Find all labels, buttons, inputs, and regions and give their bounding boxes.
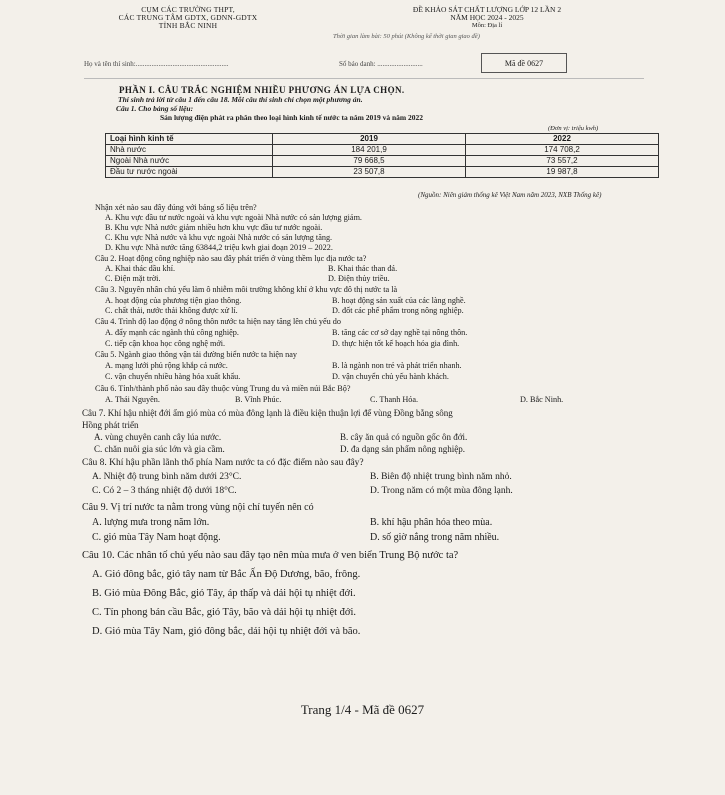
candidate-number-field: Số báo danh: ..........................: [339, 60, 423, 68]
q7-option-d: D. đa dạng sản phẩm nông nghiệp.: [340, 444, 465, 454]
student-name-field: Họ và tên thí sinh:.....................................................: [84, 60, 229, 68]
q5-stem: Câu 5. Ngành giao thông vận tải đường biển nước ta hiện nay: [95, 350, 297, 359]
q8-option-a: A. Nhiệt độ trung bình năm dưới 23°C.: [92, 472, 242, 482]
q9-option-d: D. số giờ nắng trong năm nhiều.: [370, 532, 500, 543]
q1-stem: Nhận xét nào sau đây đúng với bảng số liệu trên?: [95, 203, 257, 212]
q4-option-a: A. đẩy mạnh các ngành thủ công nghiệp.: [105, 328, 239, 337]
exam-code-box: Mã đề 0627: [481, 53, 567, 73]
q3-option-a: A. hoạt động của phương tiện giao thông.: [105, 296, 242, 305]
time-limit: Thời gian làm bài: 50 phút (Không kể thời gian giao đề): [333, 33, 480, 40]
header-left-line3: TỈNH BẮC NINH: [158, 21, 218, 30]
q10-option-a: A. Gió đông bắc, gió tây nam từ Bắc Ấn Độ Dương, bão, frông.: [92, 569, 361, 580]
header-left-line2: CÁC TRUNG TÂM GDTX, GDNN-GDTX: [118, 13, 258, 22]
q2-option-d: D. Điện thủy triều.: [328, 274, 390, 283]
divider: [84, 78, 644, 79]
q6-option-d: D. Bắc Ninh.: [520, 395, 564, 404]
q1-intro: Câu 1. Cho bảng số liệu:: [116, 104, 194, 113]
q2-option-b: B. Khai thác than đá.: [328, 264, 398, 273]
q1-option-c: C. Khu vực Nhà nước và khu vực ngoài Nhà nước có sản lượng tăng.: [105, 233, 333, 242]
q4-option-d: D. thực hiện tốt kế hoạch hóa gia đình.: [332, 339, 460, 348]
table-cell: Ngoài Nhà nước: [106, 156, 273, 167]
q2-option-a: A. Khai thác dầu khí.: [105, 264, 176, 273]
table-title: Sản lượng điện phát ra phân theo loại hình kinh tế nước ta năm 2019 và năm 2022: [160, 113, 423, 122]
part1-title: PHẦN I. CÂU TRẮC NGHIỆM NHIỀU PHƯƠNG ÁN LỰA CHỌN.: [119, 85, 405, 95]
q10-option-b: B. Gió mùa Đông Bắc, gió Tây, áp thấp và dải hội tụ nhiệt đới.: [92, 588, 356, 599]
q6-stem: Câu 6. Tỉnh/thành phố nào sau đây thuộc vùng Trung du và miền núi Bắc Bộ?: [95, 384, 351, 393]
q1-option-d: D. Khu vực Nhà nước tăng 63844,2 triệu kwh giai đoạn 2019 – 2022.: [105, 243, 333, 252]
q1-option-a: A. Khu vực đầu tư nước ngoài và khu vực ngoài Nhà nước có sản lượng giảm.: [105, 213, 362, 222]
table-header-cell: Loại hình kinh tế: [106, 134, 273, 145]
q6-option-b: B. Vĩnh Phúc.: [235, 395, 282, 404]
q6-option-a: A. Thái Nguyên.: [105, 395, 160, 404]
table-cell: 184 201,9: [273, 145, 466, 156]
q4-stem: Câu 4. Trình độ lao động ở nông thôn nước ta hiện nay tăng lên chủ yếu do: [95, 317, 341, 326]
table-header-cell: 2019: [273, 134, 466, 145]
part1-instruction: Thí sinh trả lời từ câu 1 đến câu 18. Mỗi câu thí sinh chỉ chọn một phương án.: [118, 95, 363, 104]
table-cell: 174 708,2: [466, 145, 659, 156]
table-cell: 19 987,8: [466, 167, 659, 178]
q1-option-b: B. Khu vực Nhà nước giảm nhiều hơn khu vực đầu tư nước ngoài.: [105, 223, 323, 232]
q10-stem: Câu 10. Các nhân tố chủ yếu nào sau đây tạo nên mùa mưa ở ven biển Trung Bộ nước ta?: [82, 550, 459, 561]
table-row: [106, 167, 659, 178]
header-left-line1: CỤM CÁC TRƯỜNG THPT,: [141, 5, 235, 14]
q7-option-a: A. vùng chuyên canh cây lúa nước.: [94, 432, 222, 442]
q5-option-a: A. mạng lưới phủ rộng khắp cả nước.: [105, 361, 228, 370]
table-cell: 79 668,5: [273, 156, 466, 167]
q8-stem: Câu 8. Khí hậu phần lãnh thổ phía Nam nước ta có đặc điểm nào sau đây?: [82, 458, 364, 468]
q8-option-d: D. Trong năm có một mùa đông lạnh.: [370, 486, 513, 496]
q5-option-d: D. vận chuyển chủ yếu hành khách.: [332, 372, 449, 381]
q9-option-a: A. lượng mưa trong năm lớn.: [92, 517, 210, 528]
table-header-cell: 2022: [466, 134, 659, 145]
table-unit: (Đơn vị: triệu kwh): [548, 125, 599, 132]
q4-option-b: B. tăng các cơ sở dạy nghề tại nông thôn.: [332, 328, 468, 337]
subject: Môn: Địa lí: [471, 22, 503, 29]
table-source: (Nguồn: Niên giám thống kê Việt Nam năm 2023, NXB Thống kê): [418, 191, 602, 199]
q9-stem: Câu 9. Vị trí nước ta nằm trong vùng nội chí tuyến nên có: [82, 502, 314, 513]
q7-option-b: B. cây ăn quả có nguồn gốc ôn đới.: [340, 432, 468, 442]
q10-option-c: C. Tín phong bán cầu Bắc, gió Tây, bão và dải hội tụ nhiệt đới.: [92, 607, 357, 618]
school-year: NĂM HỌC 2024 - 2025: [450, 13, 524, 22]
q5-option-b: B. là ngành non trẻ và phát triển nhanh.: [332, 361, 462, 370]
table-cell: Nhà nước: [106, 145, 273, 156]
q7-option-c: C. chăn nuôi gia súc lớn và gia cầm.: [94, 444, 225, 454]
q2-option-c: C. Điện mặt trời.: [105, 274, 161, 283]
school-header: [88, 6, 288, 30]
q8-option-b: B. Biên độ nhiệt trung bình năm nhỏ.: [370, 472, 512, 482]
q10-option-d: D. Gió mùa Tây Nam, gió đông bắc, dải hội tụ nhiệt đới và bão.: [92, 626, 361, 637]
table-header-row: [106, 134, 659, 145]
q3-option-b: B. hoạt động sản xuất của các làng nghề.: [332, 296, 466, 305]
table-row: [106, 156, 659, 167]
table-cell: Đầu tư nước ngoài: [106, 167, 273, 178]
q9-option-b: B. khí hậu phân hóa theo mùa.: [370, 517, 493, 528]
table-row: [106, 145, 659, 156]
page-footer: Trang 1/4 - Mã đề 0627: [300, 702, 425, 717]
q5-option-c: C. vận chuyển nhiều hàng hóa xuất khẩu.: [105, 372, 241, 381]
q2-stem: Câu 2. Hoạt động công nghiệp nào sau đây phát triển ở vùng thềm lục địa nước ta?: [95, 254, 367, 263]
q9-option-c: C. gió mùa Tây Nam hoạt động.: [92, 532, 221, 543]
q4-option-c: C. tiếp cận khoa học công nghệ mới.: [105, 339, 226, 348]
table-cell: 73 557,2: [466, 156, 659, 167]
table-cell: 23 507,8: [273, 167, 466, 178]
q8-option-c: C. Có 2 – 3 tháng nhiệt độ dưới 18°C.: [92, 486, 237, 496]
q7-stem-line1: Câu 7. Khí hậu nhiệt đới ẩm gió mùa có mùa đông lạnh là điều kiện thuận lợi để vùng Đồng bằng sông: [82, 408, 453, 418]
q3-option-d: D. đốt các phế phẩm trong nông nghiệp.: [332, 306, 464, 315]
q7-stem-line2: Hồng phát triển: [82, 420, 139, 430]
q3-stem: Câu 3. Nguyên nhân chủ yếu làm ô nhiễm môi trường không khí ở khu vực đô thị nước ta là: [95, 285, 398, 294]
q6-option-c: C. Thanh Hóa.: [370, 395, 419, 404]
exam-header: [332, 6, 642, 30]
exam-title: ĐỀ KHẢO SÁT CHẤT LƯỢNG LỚP 12 LẦN 2: [412, 5, 562, 14]
q3-option-c: C. chất thải, nước thải không được xử lí.: [105, 306, 238, 315]
data-table: [105, 133, 659, 178]
